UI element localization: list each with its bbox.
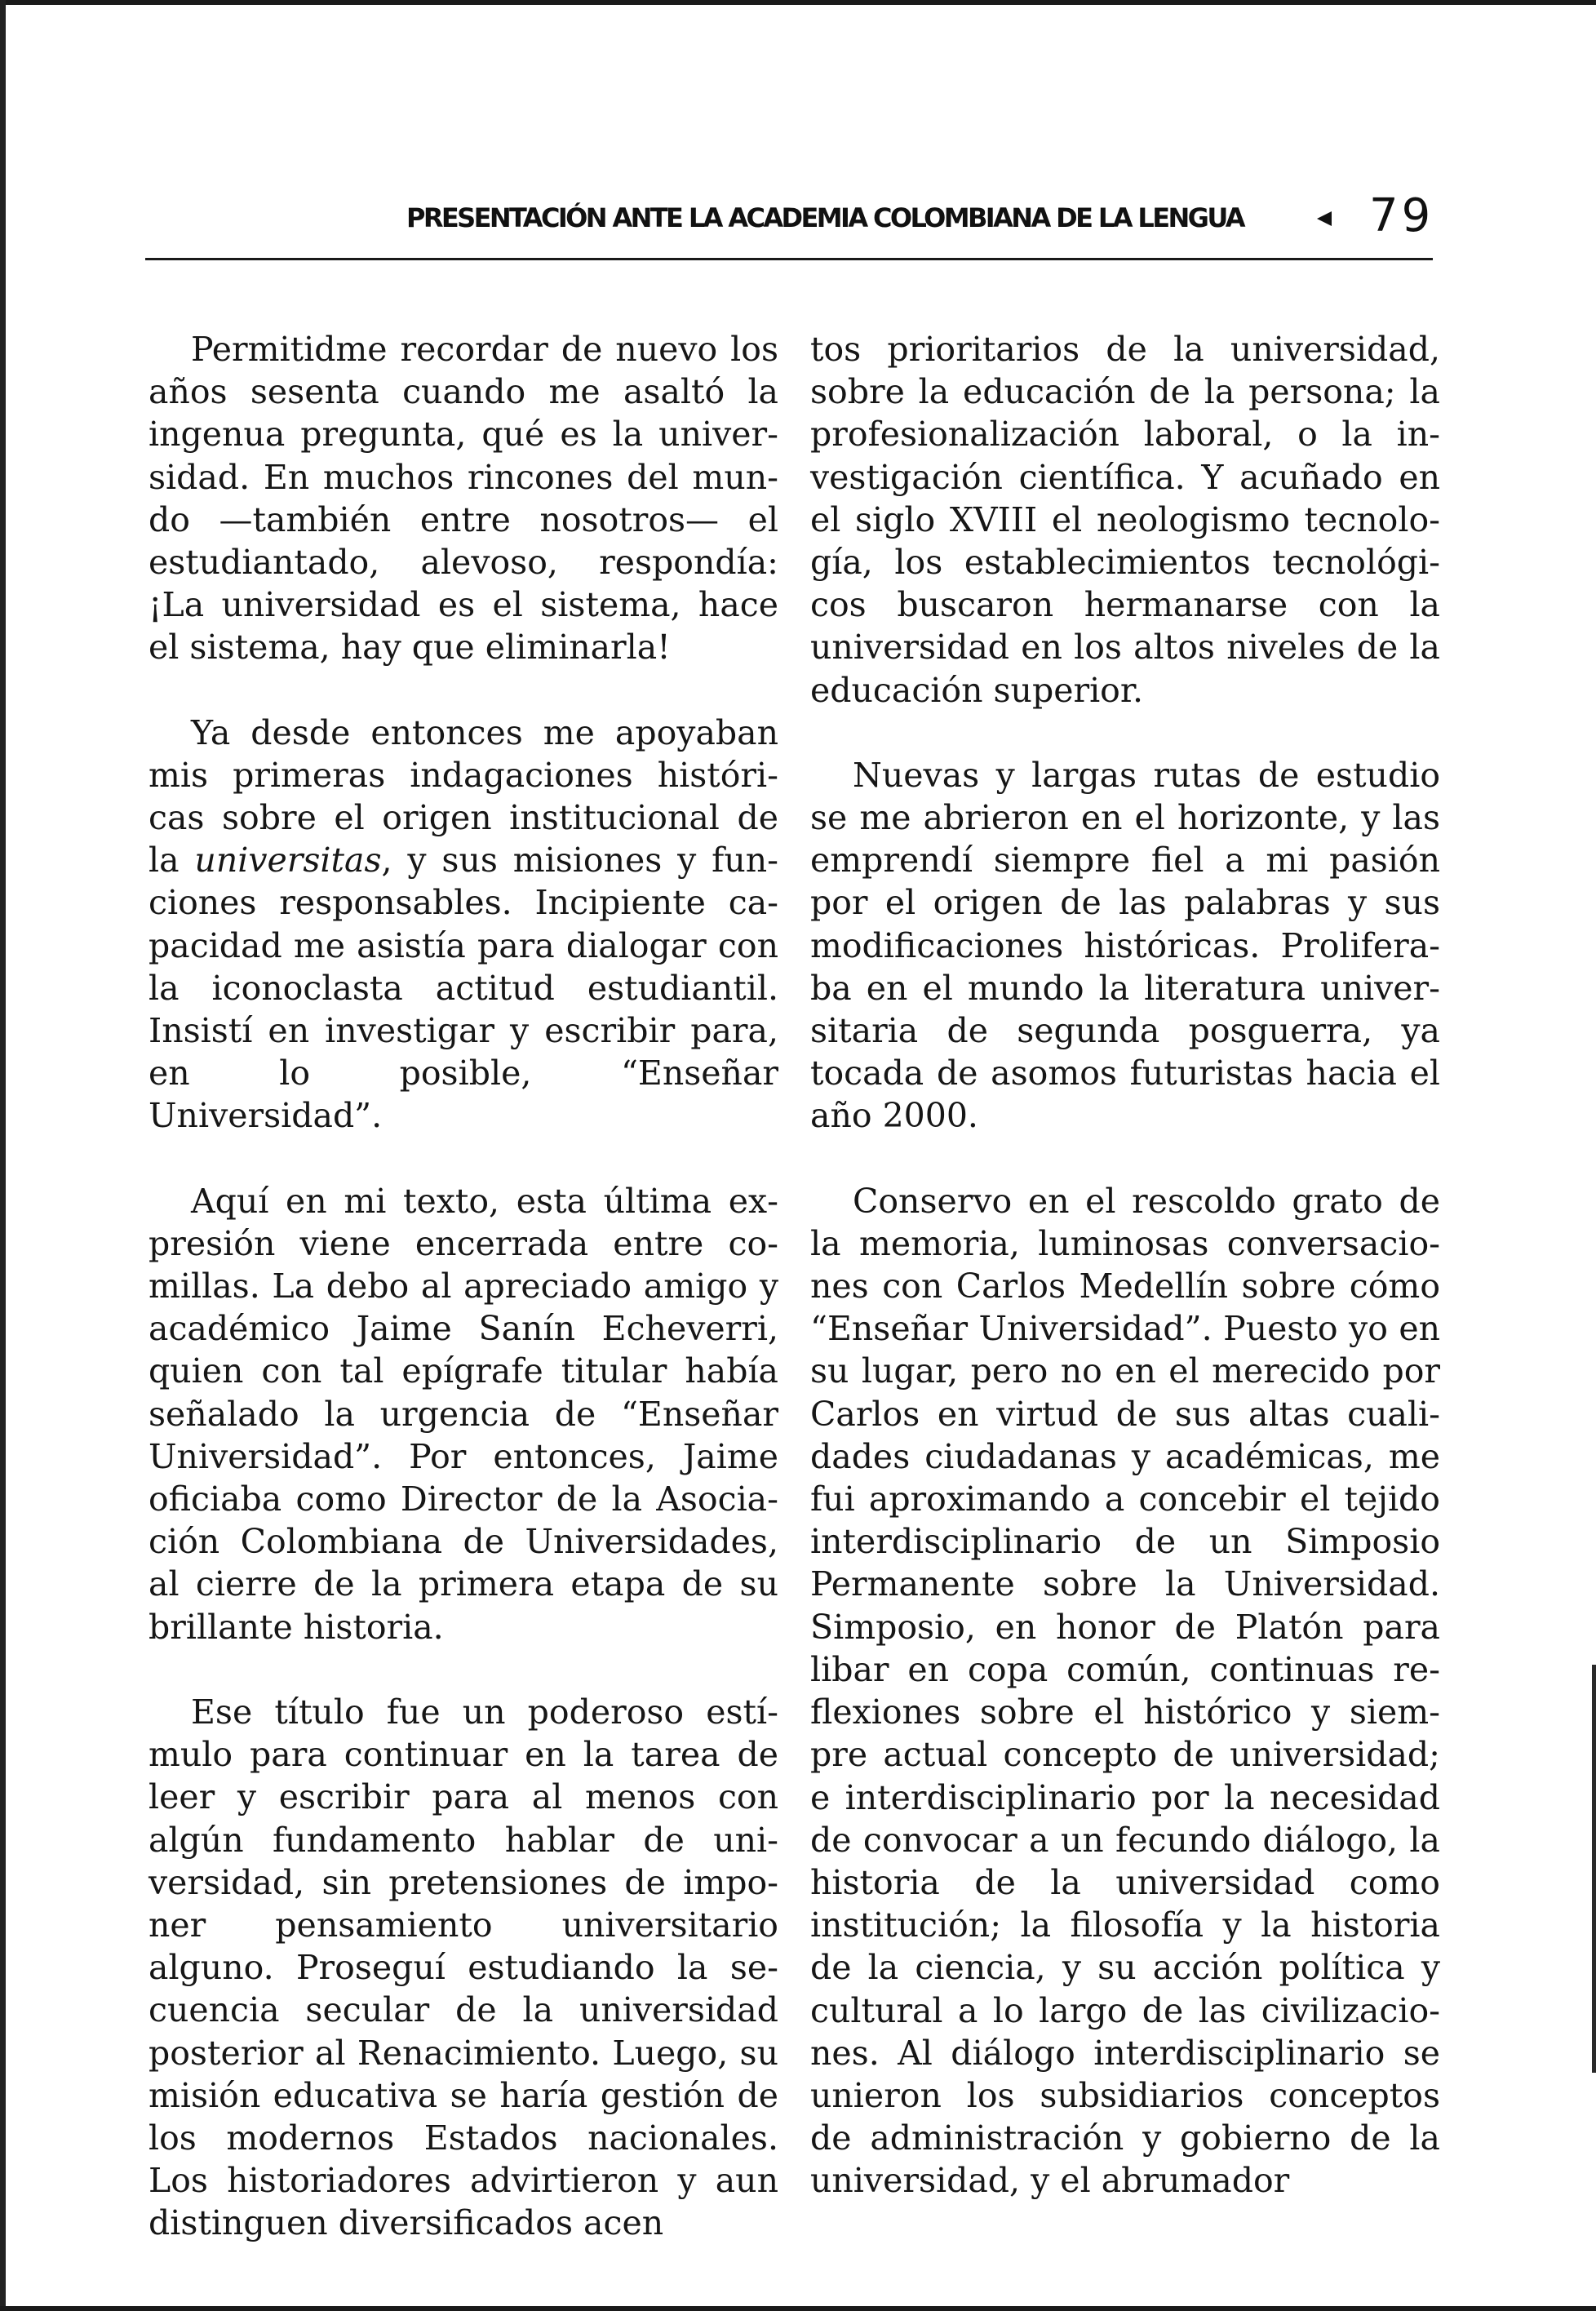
scan-border-bottom (0, 2306, 1596, 2311)
page-number: 79 (1369, 189, 1434, 242)
text-column-right (810, 328, 1440, 2202)
paragraph: Nuevas y largas rutas de estudio se me abrieron en el horizonte, y las emprendí siempre fiel a mi pasión por el origen de las palabras y sus modificaciones históricas. Proliferaba en el mundo la literatura universitaria de segunda posguerra, ya tocada de asomos futuristas hacia el año 2000. (810, 755, 1440, 1136)
running-head-title: PRESENTACIÓN ANTE LA ACADEMIA COLOMBIANA DE LA LENGUA (406, 202, 1244, 233)
scan-border-right (1592, 1665, 1596, 2073)
paragraph: Aquí en mi texto, esta última expresión viene encerrada entre comillas. La debo al apreciado amigo y académico Jaime Sanín Echeverri, quien con tal epígrafe titular había señalado la urgencia de “Enseñar Universidad”. Por entonces, Jaime oficiaba como Director de la Asociación Colombiana de Universidades, al cierre de la primera etapa de su brillante historia. (149, 1181, 778, 1647)
paragraph: Permitidme recordar de nuevo los años sesenta cuando me asaltó la ingenua pregunta, qué es la universidad. En muchos rincones del mundo —también entre nosotros— el estudiantado, alevoso, respondía: ¡La universidad es el sistema, hace el sistema, hay que eliminarla! (149, 330, 778, 668)
left-triangle-icon (1314, 201, 1338, 233)
text-column-left (149, 328, 778, 2245)
scan-border-top (0, 0, 1596, 5)
scan-border-left (0, 0, 6, 2311)
paragraph: Conservo en el rescoldo grato de la memoria, luminosas conversaciones con Carlos Medellín sobre cómo “Enseñar Universidad”. Puesto yo en su lugar, pero no en el merecido por Carlos en virtud de sus altas cualidades ciudadanas y académicas, me fui aproximando a concebir el tejido interdisciplinario de un Simposio Permanente sobre la Universidad. Simposio, en honor de Platón para libar en copa común, continuas reflexiones sobre el histórico y siempre actual concepto de universidad; e interdisciplinario por la necesidad de convocar a un fecundo diálogo, la historia de la universidad como institución; la filosofía y la historia de la ciencia, y su acción política y cultural a lo largo de las civilizaciones. Al diálogo interdisciplinario se unieron los subsidiarios conceptos de administración y gobierno de la universidad, y el abrumador (810, 1181, 1440, 2201)
paragraph: Ese título fue un poderoso estímulo para continuar en la tarea de leer y escribir para al menos con algún fundamento hablar de universidad, sin pretensiones de imponer pensamiento universitario alguno. Proseguí estudiando la secuencia secular de la universidad posterior al Renacimiento. Luego, su misión educativa se haría gestión de los modernos Estados nacionales. Los historiadores advirtieron y aun distinguen diversificados acen (149, 1692, 778, 2243)
header-rule (145, 258, 1433, 260)
emphasis-term: universitas (194, 841, 382, 880)
paragraph (149, 712, 778, 1138)
running-header (406, 189, 1467, 255)
paragraph: tos prioritarios de la universidad, sobre la educación de la persona; la profesionalización laboral, o la investigación científica. Y acuñado en el siglo XVIII el neologismo tecnología, los establecimientos tecnológicos buscaron hermanarse con la universidad en los altos niveles de la educación superior. (810, 330, 1440, 710)
paragraph-text: , y sus misiones y funciones responsables. Incipiente capacidad me asistía para dialogar con la iconoclasta actitud estudiantil. Insistí en investigar y escribir para, en lo posible, “Enseñar Universidad”. (149, 841, 778, 1136)
paragraph-text: Ya desde entonces me apoyaban mis primeras indagaciones históricas sobre el origen institucional de la (149, 712, 778, 880)
